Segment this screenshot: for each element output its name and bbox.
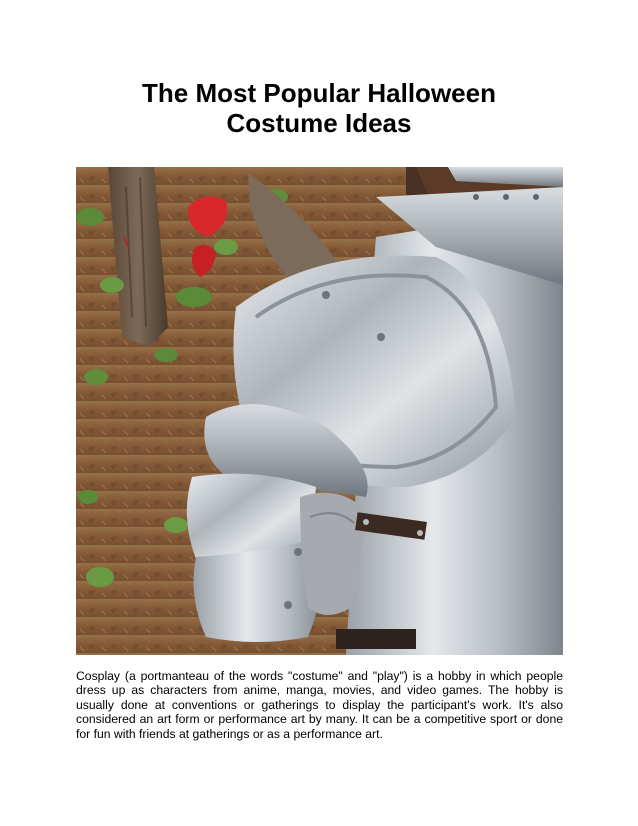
body-paragraph: Cosplay (a portmanteau of the words "costume" and "play") is a hobby in which people dress up as characters from anime, manga, movies, and video games. The hobby is usually done at conventions or gatherings to display the participant's work. It's also considered an art form or performance art by many. It can be a competitive sport or done for fun with friends at gatherings or as a performance art. (76, 669, 563, 741)
page-title-line-1: The Most Popular Halloween (142, 78, 496, 108)
gray-glove (300, 493, 363, 615)
armor-photo (76, 167, 563, 655)
page-title (0, 78, 638, 138)
page-title-line-2: Costume Ideas (226, 108, 412, 138)
